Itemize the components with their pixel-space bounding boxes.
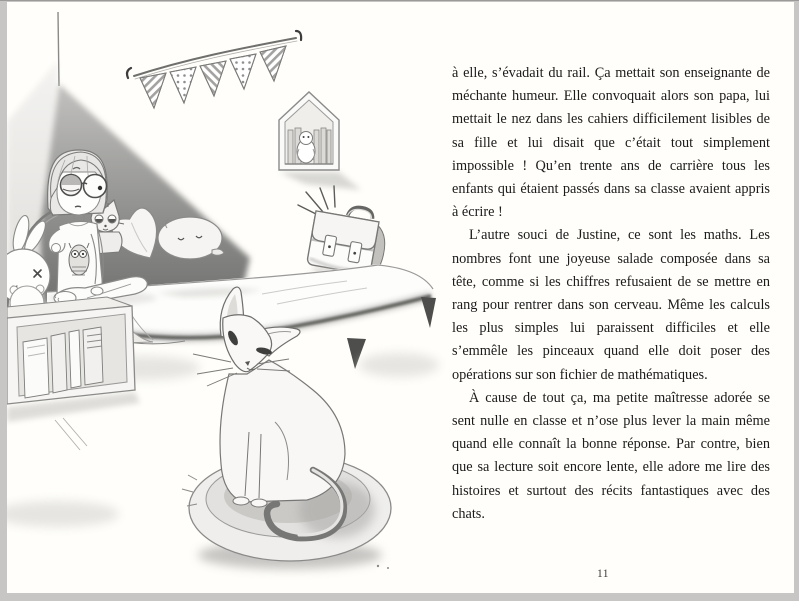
bedroom-illustration [7, 2, 447, 593]
bed-leg [421, 297, 436, 328]
paragraph: À cause de tout ça, ma petite maîtresse adorée se sent nulle en classe et n’ose plus lever la main même quand elle connaît la bonne réponse. Par contre, bien que sa lecture soit encore lente, elle adore me lire des histoires et surtout des récits fantastiques avec des chats. [452, 389, 770, 522]
floor-specks [377, 565, 389, 569]
pennant-banner [127, 31, 301, 108]
frame-top-edge [0, 0, 799, 1]
sleeping-plush [158, 217, 224, 259]
page-text [452, 62, 770, 526]
book-page-spread [7, 2, 794, 593]
paragraph: L’autre souci de Justine, ce sont les maths. Les nombres font une joyeuse salade composée dans sa tête, comme si les chiffres refusaient de se mettre en rang pour rentrer dans son cerveau. Même les calculs les plus simples lui paraissent difficiles et elle s’emmêle les pinceaux quand elle doit poser des opérations sur son fichier de mathématiques. [452, 227, 770, 383]
house-shelf [279, 92, 361, 190]
paragraph: à elle, s’évadait du rail. Ça mettait son enseignante de méchante humeur. Elle convoquait alors son papa, lui mettait le nez dans les cahiers difficilement lisibles de sa fille et lui disait que c’était tout simplement impossible ! Qu’en trente ans de carrière tous les enfants qui étaient passés dans sa classe avaient appris à écrire ! [452, 65, 770, 221]
page-number: 11 [596, 568, 610, 580]
bird-figurine [297, 132, 315, 164]
bookcase [7, 297, 140, 450]
